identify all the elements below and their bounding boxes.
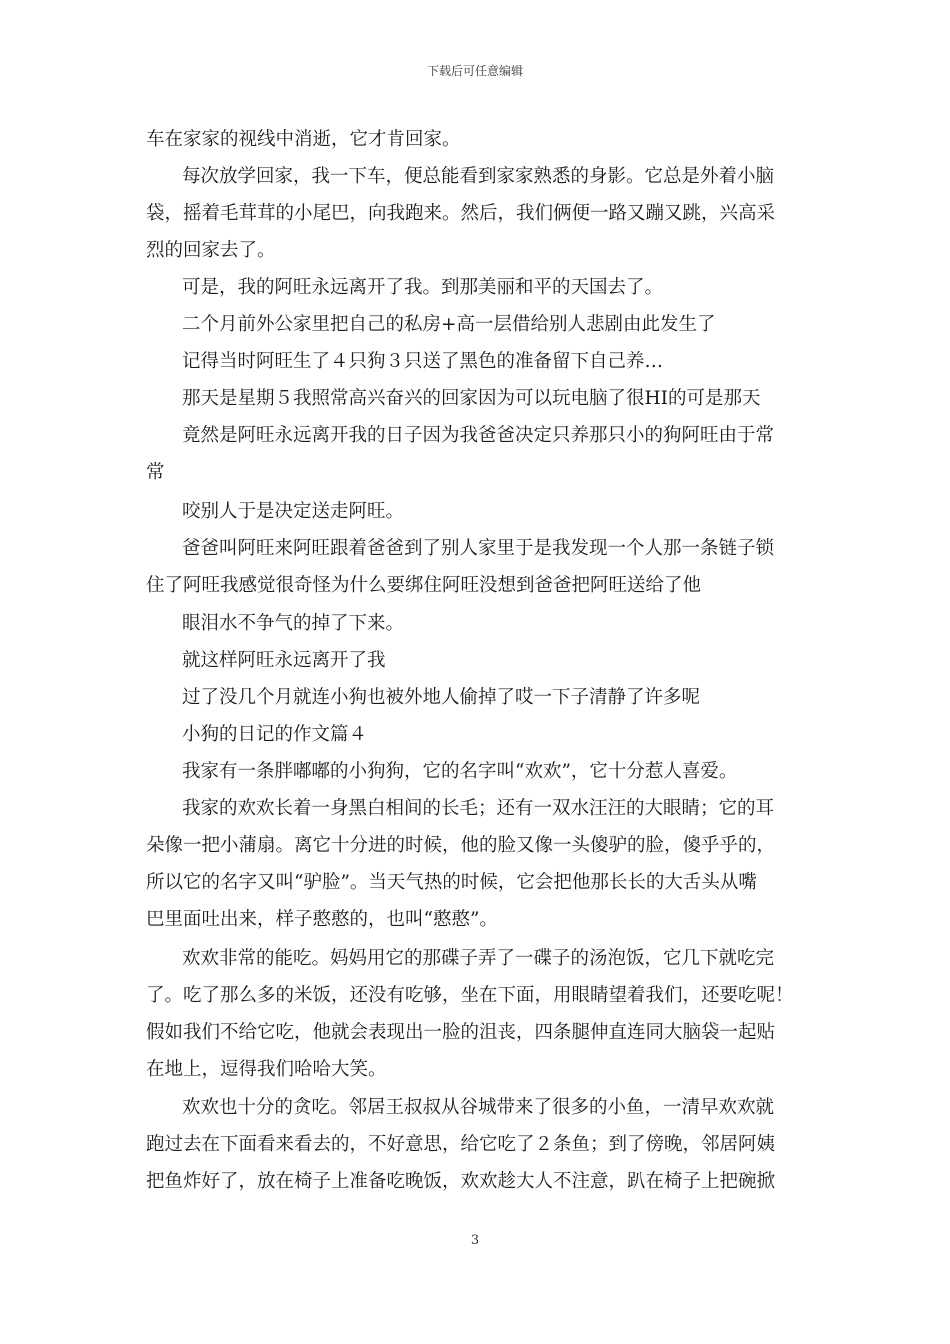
text-line: 可是，我的阿旺永远离开了我。到那美丽和平的天国去了。: [182, 277, 664, 298]
text-line: 车在家家的视线中消逝，它才肯回家。: [146, 129, 461, 150]
text-line: 咬别人于是决定送走阿旺。: [182, 501, 405, 522]
text-line: 朵像一把小蒲扇。离它十分进的时候，他的脸又像一头傻驴的脸，傻乎乎的，: [146, 835, 776, 856]
text-line: 就这样阿旺永远离开了我: [182, 650, 386, 671]
text-line: 那天是星期５我照常高兴奋兴的回家因为可以玩电脑了很HI的可是那天: [182, 388, 761, 409]
text-line: 眼泪水不争气的掉了下来。: [182, 613, 405, 634]
text-line: 所以它的名字又叫“驴脸”。当天气热的时候，它会把他那长长的大舌头从嘴: [146, 872, 757, 893]
text-line: 把鱼炸好了，放在椅子上准备吃晚饭，欢欢趁大人不注意，趴在椅子上把碗掀: [146, 1171, 776, 1192]
text-line: 袋，摇着毛茸茸的小尾巴，向我跑来。然后，我们俩便一路又蹦又跳，兴高采: [146, 203, 776, 224]
text-line: 巴里面吐出来，样子憨憨的，也叫“憨憨”。: [146, 909, 498, 930]
text-line: 爸爸叫阿旺来阿旺跟着爸爸到了别人家里于是我发现一个人那一条链子锁: [182, 538, 775, 559]
text-line: 跑过去在下面看来看去的，不好意思，给它吃了２条鱼；到了傍晚，邻居阿姨: [146, 1134, 776, 1155]
text-line: 烈的回家去了。: [146, 240, 276, 261]
text-line: 常: [146, 462, 165, 483]
text-line: 竟然是阿旺永远离开我的日子因为我爸爸决定只养那只小的狗阿旺由于常: [182, 425, 775, 446]
text-line: 住了阿旺我感觉很奇怪为什么要绑住阿旺没想到爸爸把阿旺送给了他: [146, 575, 702, 596]
text-line: 每次放学回家，我一下车，便总能看到家家熟悉的身影。它总是外着小脑: [182, 166, 775, 187]
text-line: 欢欢非常的能吃。妈妈用它的那碟子弄了一碟子的汤泡饭，它几下就吃完: [182, 948, 775, 969]
text-line: 在地上，逗得我们哈哈大笑。: [146, 1059, 387, 1080]
text-line: 我家的欢欢长着一身黑白相间的长毛；还有一双水汪汪的大眼睛；它的耳: [182, 798, 775, 819]
text-line: 假如我们不给它吃，他就会表现出一脸的沮丧，四条腿伸直连同大脑袋一起贴: [146, 1022, 776, 1043]
text-line: 过了没几个月就连小狗也被外地人偷掉了哎一下子清静了许多呢: [182, 687, 701, 708]
text-line: 欢欢也十分的贪吃。邻居王叔叔从谷城带来了很多的小鱼，一清早欢欢就: [182, 1097, 775, 1118]
text-line: 二个月前外公家里把自己的私房+高一层借给别人悲剧由此发生了: [182, 314, 716, 335]
text-line: 记得当时阿旺生了４只狗３只送了黑色的准备留下自己养…: [182, 351, 664, 372]
section-heading: 小狗的日记的作文篇４: [182, 724, 368, 745]
text-line: 我家有一条胖嘟嘟的小狗狗，它的名字叫“欢欢”，它十分惹人喜爱。: [182, 761, 738, 782]
page-number: 3: [470, 1233, 480, 1248]
text-line: 了。吃了那么多的米饭，还没有吃够，坐在下面，用眼睛望着我们，还要吃呢！: [146, 985, 794, 1006]
page-header: 下载后可任意编辑: [426, 64, 523, 78]
